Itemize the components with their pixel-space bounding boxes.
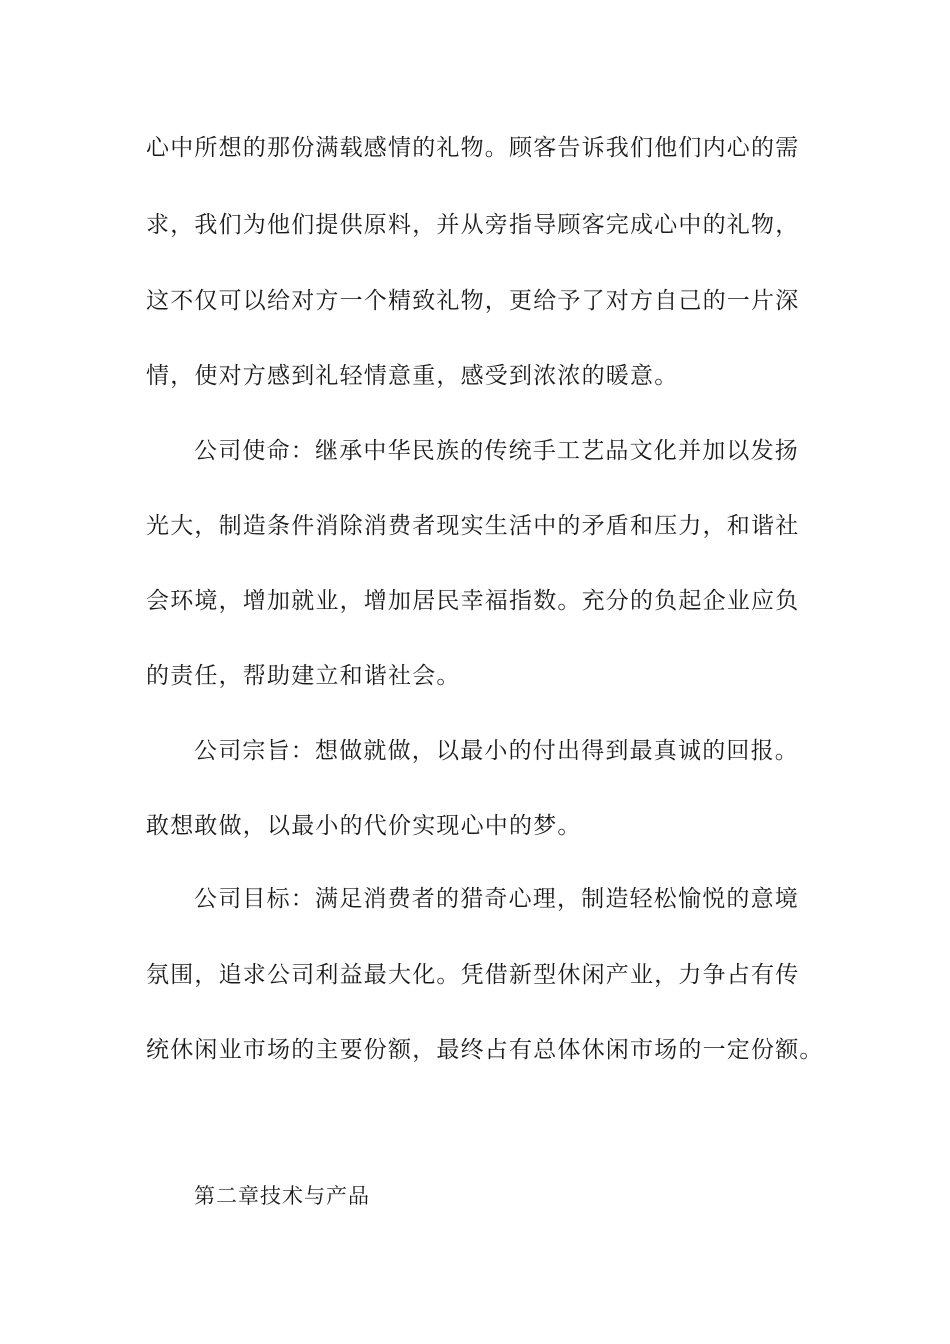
goal-line-3: 统休闲业市场的主要份额，最终占有总体休闲市场的一定份额。 xyxy=(146,1037,824,1063)
goal-line-1: 公司目标：满足消费者的猎奇心理，制造轻松愉悦的意境 xyxy=(194,886,799,912)
goal-line-2: 氛围，追求公司利益最大化。凭借新型休闲产业，力争占有传 xyxy=(146,962,800,988)
paragraph-line-1: 心中所想的那份满载感情的礼物。顾客告诉我们他们内心的需 xyxy=(146,135,800,161)
purpose-line-2: 敢想敢做，以最小的代价实现心中的梦。 xyxy=(146,813,582,839)
mission-line-4: 的责任，帮助建立和谐社会。 xyxy=(146,663,461,689)
chapter-heading: 第二章技术与产品 xyxy=(194,1184,370,1208)
mission-line-3: 会环境，增加就业，增加居民幸福指数。充分的负起企业应负 xyxy=(146,588,800,614)
paragraph-line-2: 求，我们为他们提供原料，并从旁指导顾客完成心中的礼物， xyxy=(146,212,800,238)
paragraph-line-3: 这不仅可以给对方一个精致礼物，更给予了对方自己的一片深 xyxy=(146,288,800,314)
paragraph-line-4: 情，使对方感到礼轻情意重，感受到浓浓的暖意。 xyxy=(146,363,679,389)
mission-line-2: 光大，制造条件消除消费者现实生活中的矛盾和压力，和谐社 xyxy=(146,513,800,539)
purpose-line-1: 公司宗旨：想做就做，以最小的付出得到最真诚的回报。 xyxy=(194,738,799,764)
mission-line-1: 公司使命：继承中华民族的传统手工艺品文化并加以发扬 xyxy=(194,438,799,464)
